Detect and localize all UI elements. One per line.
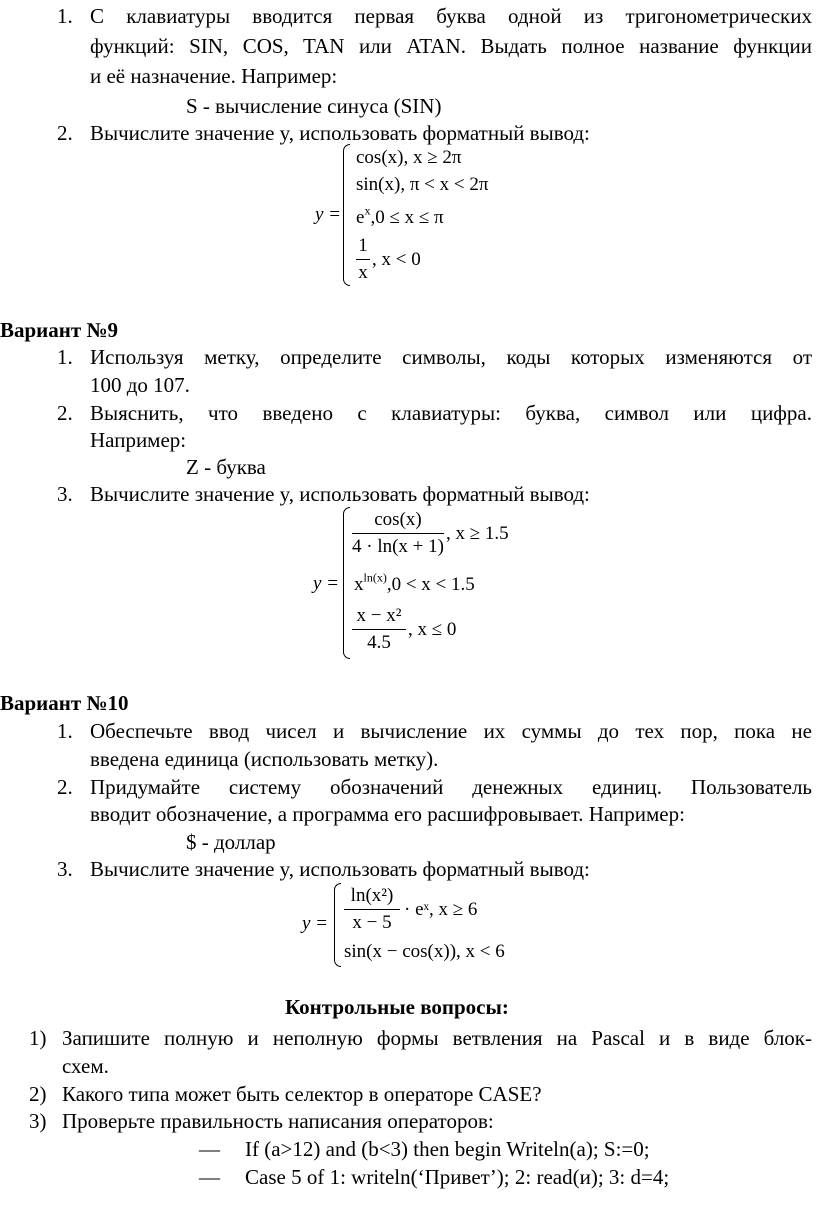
item-number: 3. <box>57 857 73 881</box>
formula-condition: , x < 0 <box>372 249 421 270</box>
formula-base: x <box>354 574 364 595</box>
formula-condition: , x ≤ 0 <box>408 619 457 640</box>
formula-fraction <box>352 509 444 558</box>
fraction-bar <box>344 909 400 910</box>
questions-heading: Контрольные вопросы: <box>285 995 509 1019</box>
question-text-line: Какого типа может быть селектор в операторе CASE? <box>62 1082 542 1106</box>
formula-lhs: y = <box>313 573 340 594</box>
item-text-line: и её назначение. Например: <box>90 64 338 88</box>
fraction-bar <box>356 259 370 260</box>
item-text-line: Вычислите значение y, использовать форматный вывод: <box>90 857 590 881</box>
fraction-numerator: x − x² <box>356 605 402 626</box>
dash-bullet: — <box>199 1165 220 1189</box>
brace-icon <box>334 883 341 967</box>
fraction-numerator: 1 <box>358 235 368 256</box>
formula-lhs: y = <box>302 913 329 934</box>
example-text: S - вычисление синуса (SIN) <box>186 94 442 118</box>
item-text-line: Придумайте систему обозначений денежных единиц. Пользователь <box>90 775 812 799</box>
question-number: 1) <box>29 1026 47 1050</box>
item-text-line: Используя метку, определите символы, коды которых изменяются от <box>90 345 812 369</box>
formula-superscript: x <box>364 203 371 218</box>
item-number: 1. <box>57 345 73 369</box>
formula-case: cos(x), x ≥ 2π <box>356 147 462 168</box>
operator-code: If (a>12) and (b<3) then begin Writeln(a); S:=0; <box>245 1137 650 1161</box>
formula-fraction <box>344 885 400 934</box>
fraction-denominator: x − 5 <box>352 912 392 933</box>
item-text-line: Например: <box>90 428 187 452</box>
question-number: 2) <box>29 1082 47 1106</box>
formula-condition: · eˣ, x ≥ 6 <box>404 899 478 920</box>
brace-icon <box>343 144 350 286</box>
item-text-line: 100 до 107. <box>90 373 190 397</box>
formula-case <box>354 570 475 597</box>
formula-condition: ,0 ≤ x ≤ π <box>370 207 444 228</box>
item-text-line: функций: SIN, COS, TAN или ATAN. Выдать полное название функции <box>90 34 812 58</box>
formula-case: sin(x − cos(x)), x < 6 <box>344 941 505 962</box>
question-number: 3) <box>29 1109 47 1133</box>
formula-fraction <box>352 605 406 654</box>
item-number: 2. <box>57 401 73 425</box>
fraction-denominator: x <box>358 262 368 283</box>
example-text: Z - буква <box>186 455 266 479</box>
variant-10-heading: Вариант №10 <box>0 691 129 715</box>
variant-9-heading: Вариант №9 <box>0 318 119 342</box>
formula-lhs: y = <box>315 204 342 225</box>
fraction-numerator: ln(x²) <box>350 885 394 906</box>
item-text-line: введена единица (использовать метку). <box>90 747 439 771</box>
fraction-numerator: cos(x) <box>374 509 422 530</box>
formula-condition: , x ≥ 1.5 <box>446 523 509 544</box>
item-number: 2. <box>57 775 73 799</box>
question-text-line: Проверьте правильность написания операторов: <box>62 1109 494 1133</box>
item-text-line: вводит обозначение, а программа его расшифровывает. Например: <box>90 802 685 826</box>
formula-condition: ,0 < x < 1.5 <box>386 574 475 595</box>
brace-icon <box>343 507 350 659</box>
formula-base: e <box>356 207 365 228</box>
item-text-line: Выяснить, что введено с клавиатуры: буква, символ или цифра. <box>90 401 812 425</box>
example-text: $ - доллар <box>186 830 276 854</box>
question-text-line: схем. <box>62 1054 109 1078</box>
fraction-denominator: 4.5 <box>367 632 391 653</box>
formula-superscript: ln(x) <box>363 570 387 585</box>
item-number: 2. <box>57 121 73 145</box>
formula-fraction <box>356 235 370 284</box>
fraction-bar <box>352 533 444 534</box>
item-text-line: Обеспечьте ввод чисел и вычисление их суммы до тех пор, пока не <box>90 719 812 743</box>
item-text-line: Вычислите значение y, использовать форматный вывод: <box>90 121 590 145</box>
fraction-denominator: 4 · ln(x + 1) <box>352 536 444 557</box>
item-number: 3. <box>57 482 73 506</box>
question-text-line: Запишите полную и неполную формы ветвления на Pascal и в виде блок- <box>62 1026 812 1050</box>
item-text-line: С клавиатуры вводится первая буква одной из тригонометрических <box>90 4 812 28</box>
item-text-line: Вычислите значение y, использовать форматный вывод: <box>90 482 590 506</box>
item-number: 1. <box>57 4 73 28</box>
item-number: 1. <box>57 719 73 743</box>
formula-case <box>356 203 444 230</box>
fraction-bar <box>352 629 406 630</box>
dash-bullet: — <box>199 1137 220 1161</box>
formula-case: sin(x), π < x < 2π <box>356 174 489 195</box>
operator-code: Case 5 of 1: writeln(‘Привет’); 2: read(и); 3: d=4; <box>245 1165 670 1189</box>
